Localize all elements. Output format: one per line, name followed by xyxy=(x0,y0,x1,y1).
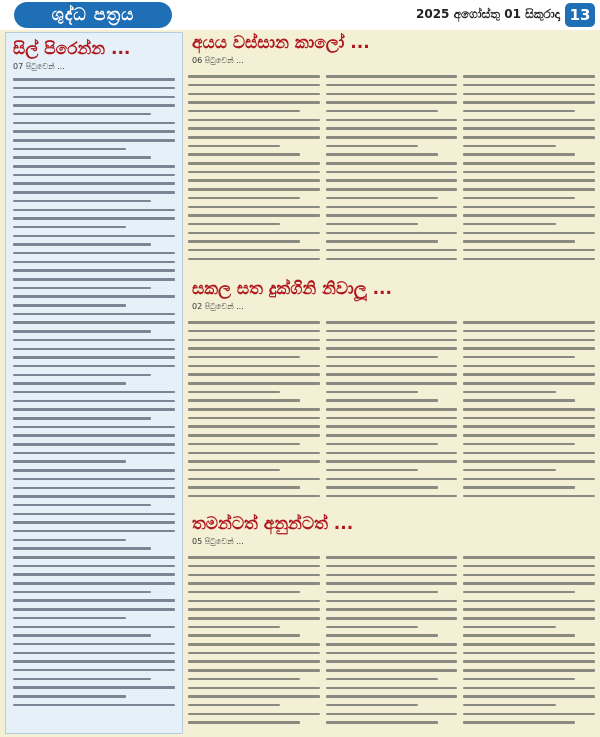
text-line xyxy=(326,626,418,629)
text-line xyxy=(326,574,458,577)
text-line xyxy=(463,478,595,481)
text-column xyxy=(463,69,595,266)
text-line xyxy=(188,713,320,716)
text-line xyxy=(13,348,175,351)
text-line xyxy=(463,495,595,498)
text-line xyxy=(13,295,175,298)
text-line xyxy=(326,330,458,333)
text-line xyxy=(188,486,300,489)
text-line xyxy=(13,556,175,559)
text-line xyxy=(188,321,320,324)
text-line xyxy=(13,495,175,498)
text-line xyxy=(188,110,300,113)
text-line xyxy=(463,460,595,463)
text-line xyxy=(463,565,595,568)
text-line xyxy=(13,235,175,238)
text-line xyxy=(463,600,595,603)
text-line xyxy=(326,391,418,394)
text-line xyxy=(13,391,175,394)
text-line xyxy=(188,582,320,585)
text-line xyxy=(326,249,458,252)
article-middle xyxy=(188,278,595,508)
article-left-heading: සිල් පිරෙන්න ... xyxy=(13,39,131,59)
text-line xyxy=(13,130,175,133)
text-line xyxy=(463,574,595,577)
text-line xyxy=(188,574,320,577)
text-line xyxy=(463,321,595,324)
text-line xyxy=(13,165,175,168)
masthead-logo: ශුද්ධ පත්‍රය xyxy=(14,2,172,28)
text-line xyxy=(326,321,458,324)
text-line xyxy=(13,669,175,672)
text-line xyxy=(326,188,458,191)
text-line xyxy=(463,110,575,113)
text-line xyxy=(13,573,175,576)
text-line xyxy=(13,443,175,446)
text-line xyxy=(188,162,320,165)
text-line xyxy=(463,171,595,174)
article-middle-heading: සකල සත දුක්ගිනි නිවාලූ ... xyxy=(192,279,392,299)
text-line xyxy=(326,713,458,716)
text-line xyxy=(463,339,595,342)
text-line xyxy=(326,145,418,148)
text-line xyxy=(13,504,151,507)
text-line xyxy=(326,565,458,568)
text-line xyxy=(188,695,320,698)
text-line xyxy=(13,539,126,542)
text-line xyxy=(463,347,595,350)
text-line xyxy=(13,382,126,385)
text-line xyxy=(13,104,175,107)
text-line xyxy=(326,214,458,217)
text-line xyxy=(326,179,458,182)
text-line xyxy=(188,608,320,611)
text-line xyxy=(326,110,438,113)
text-line xyxy=(326,197,438,200)
text-line xyxy=(188,119,320,122)
text-line xyxy=(463,75,595,78)
text-line xyxy=(13,209,175,212)
text-line xyxy=(326,478,458,481)
text-line xyxy=(326,127,458,130)
text-line xyxy=(326,678,438,681)
article-top-heading: අයය වස්සාන කාලෝ ... xyxy=(192,33,370,53)
text-line xyxy=(188,687,320,690)
text-line xyxy=(13,547,151,550)
text-line xyxy=(188,240,300,243)
text-line xyxy=(13,156,151,159)
text-column xyxy=(463,550,595,730)
text-line xyxy=(326,373,458,376)
text-line xyxy=(326,101,458,104)
text-line xyxy=(463,425,595,428)
text-line xyxy=(326,162,458,165)
text-line xyxy=(326,600,458,603)
text-line xyxy=(13,252,175,255)
text-column xyxy=(463,315,595,504)
text-line xyxy=(188,660,320,663)
text-line xyxy=(188,75,320,78)
text-line xyxy=(326,695,458,698)
text-line xyxy=(463,704,555,707)
article-bottom-heading: තමන්ටත් අනුන්ටත් ... xyxy=(192,514,354,534)
text-line xyxy=(326,365,458,368)
text-line xyxy=(13,530,175,533)
text-line xyxy=(13,304,126,307)
text-line xyxy=(188,617,320,620)
text-line xyxy=(463,434,595,437)
text-line xyxy=(13,591,151,594)
text-line xyxy=(463,486,575,489)
text-line xyxy=(326,643,458,646)
page-number: 13 xyxy=(565,3,595,27)
text-line xyxy=(188,179,320,182)
text-line xyxy=(13,182,175,185)
text-line xyxy=(188,93,320,96)
text-line xyxy=(463,373,595,376)
text-line xyxy=(463,643,595,646)
text-line xyxy=(326,591,438,594)
text-line xyxy=(188,223,280,226)
text-line xyxy=(13,478,175,481)
text-column xyxy=(188,315,320,504)
text-line xyxy=(13,96,175,99)
text-line xyxy=(326,232,458,235)
text-line xyxy=(188,145,280,148)
text-line xyxy=(463,713,595,716)
text-line xyxy=(13,643,175,646)
text-line xyxy=(13,469,175,472)
text-line xyxy=(13,582,175,585)
text-line xyxy=(188,704,280,707)
text-line xyxy=(13,330,151,333)
text-line xyxy=(13,460,126,463)
text-line xyxy=(188,258,320,261)
text-line xyxy=(188,127,320,130)
text-line xyxy=(13,243,151,246)
text-line xyxy=(188,652,320,655)
text-line xyxy=(188,330,320,333)
text-line xyxy=(13,695,126,698)
text-line xyxy=(13,400,175,403)
text-line xyxy=(463,591,575,594)
text-line xyxy=(188,408,320,411)
article-top xyxy=(188,32,595,275)
text-line xyxy=(188,669,320,672)
text-line xyxy=(188,565,320,568)
text-line xyxy=(326,84,458,87)
text-line xyxy=(188,365,320,368)
text-line xyxy=(463,330,595,333)
text-line xyxy=(326,93,458,96)
text-line xyxy=(188,626,280,629)
text-line xyxy=(326,223,418,226)
text-line xyxy=(13,626,175,629)
text-line xyxy=(188,591,300,594)
text-line xyxy=(188,197,300,200)
text-line xyxy=(326,258,458,261)
text-line xyxy=(188,425,320,428)
text-line xyxy=(463,399,575,402)
text-line xyxy=(13,87,175,90)
text-line xyxy=(188,206,320,209)
issue-date: 2025 අගෝස්තු 01 සිකුරාදා xyxy=(416,7,560,21)
text-column xyxy=(326,315,458,504)
text-line xyxy=(188,556,320,559)
text-line xyxy=(13,365,175,368)
text-line xyxy=(188,153,300,156)
text-line xyxy=(13,634,151,637)
text-line xyxy=(463,660,595,663)
text-line xyxy=(13,374,151,377)
text-line xyxy=(188,643,320,646)
text-line xyxy=(188,382,320,385)
article-bottom-byline: 05 පිටුවෙන් ... xyxy=(192,537,244,546)
text-line xyxy=(326,206,458,209)
text-line xyxy=(463,365,595,368)
text-line xyxy=(13,452,175,455)
text-line xyxy=(13,487,175,490)
text-line xyxy=(13,226,126,229)
text-line xyxy=(326,399,438,402)
text-line xyxy=(463,626,555,629)
text-line xyxy=(463,240,575,243)
text-line xyxy=(188,678,300,681)
article-bottom-body xyxy=(188,550,595,730)
text-line xyxy=(13,287,151,290)
text-line xyxy=(13,174,175,177)
text-line xyxy=(13,278,175,281)
text-line xyxy=(463,93,595,96)
text-line xyxy=(326,460,458,463)
text-line xyxy=(463,452,595,455)
article-middle-body xyxy=(188,315,595,504)
text-line xyxy=(463,417,595,420)
text-line xyxy=(463,206,595,209)
text-line xyxy=(188,478,320,481)
text-line xyxy=(13,434,175,437)
text-line xyxy=(463,408,595,411)
text-line xyxy=(463,223,555,226)
text-line xyxy=(188,249,320,252)
text-line xyxy=(326,469,418,472)
text-line xyxy=(326,136,458,139)
text-line xyxy=(188,460,320,463)
text-line xyxy=(13,678,151,681)
text-line xyxy=(463,669,595,672)
text-line xyxy=(463,687,595,690)
text-line xyxy=(326,408,458,411)
text-line xyxy=(188,373,320,376)
text-line xyxy=(463,197,575,200)
text-line xyxy=(326,495,458,498)
text-line xyxy=(463,695,595,698)
text-line xyxy=(463,127,595,130)
text-line xyxy=(326,171,458,174)
text-line xyxy=(326,669,458,672)
text-line xyxy=(326,652,458,655)
text-line xyxy=(463,232,595,235)
text-line xyxy=(326,704,418,707)
text-line xyxy=(326,721,438,724)
text-line xyxy=(326,443,438,446)
text-line xyxy=(463,145,555,148)
article-top-body xyxy=(188,69,595,266)
text-line xyxy=(463,356,575,359)
text-line xyxy=(13,313,175,316)
text-line xyxy=(463,634,575,637)
text-line xyxy=(13,356,175,359)
text-line xyxy=(13,599,175,602)
text-line xyxy=(188,136,320,139)
text-line xyxy=(463,582,595,585)
text-line xyxy=(326,119,458,122)
text-line xyxy=(13,139,175,142)
text-line xyxy=(13,617,126,620)
text-line xyxy=(463,382,595,385)
text-line xyxy=(463,652,595,655)
text-line xyxy=(188,356,300,359)
text-line xyxy=(188,452,320,455)
text-line xyxy=(13,78,175,81)
article-left xyxy=(5,32,183,734)
text-line xyxy=(463,391,555,394)
text-line xyxy=(188,600,320,603)
text-line xyxy=(463,162,595,165)
text-line xyxy=(188,347,320,350)
text-line xyxy=(463,469,555,472)
text-line xyxy=(326,339,458,342)
text-line xyxy=(463,101,595,104)
text-line xyxy=(326,356,438,359)
text-line xyxy=(13,217,175,220)
article-middle-byline: 02 පිටුවෙන් ... xyxy=(192,302,244,311)
text-line xyxy=(188,188,320,191)
text-line xyxy=(13,269,175,272)
text-line xyxy=(463,214,595,217)
text-line xyxy=(326,347,458,350)
text-line xyxy=(13,122,175,125)
text-line xyxy=(463,153,575,156)
text-line xyxy=(188,417,320,420)
text-line xyxy=(326,486,438,489)
text-line xyxy=(13,408,175,411)
text-line xyxy=(188,434,320,437)
text-line xyxy=(188,171,320,174)
text-line xyxy=(13,339,175,342)
text-line xyxy=(326,382,458,385)
article-bottom xyxy=(188,513,595,733)
article-left-byline: 07 පිටුවෙන් ... xyxy=(13,62,65,71)
text-line xyxy=(463,119,595,122)
text-line xyxy=(326,660,458,663)
text-line xyxy=(326,608,458,611)
text-line xyxy=(13,148,126,151)
text-line xyxy=(463,249,595,252)
text-line xyxy=(326,434,458,437)
text-column xyxy=(326,69,458,266)
text-line xyxy=(188,721,300,724)
text-line xyxy=(326,75,458,78)
text-line xyxy=(463,84,595,87)
text-line xyxy=(463,721,575,724)
text-line xyxy=(13,113,151,116)
text-line xyxy=(326,687,458,690)
text-column xyxy=(188,69,320,266)
text-line xyxy=(13,652,175,655)
text-line xyxy=(188,232,320,235)
text-column xyxy=(188,550,320,730)
text-column xyxy=(326,550,458,730)
text-line xyxy=(13,608,175,611)
text-line xyxy=(13,660,175,663)
text-line xyxy=(13,513,175,516)
text-line xyxy=(326,240,438,243)
text-line xyxy=(326,417,458,420)
text-line xyxy=(326,153,438,156)
text-line xyxy=(326,556,458,559)
text-line xyxy=(463,136,595,139)
text-line xyxy=(188,495,320,498)
text-line xyxy=(188,101,320,104)
text-line xyxy=(326,425,458,428)
text-line xyxy=(13,321,175,324)
text-line xyxy=(13,426,175,429)
text-line xyxy=(326,582,458,585)
text-line xyxy=(463,179,595,182)
text-line xyxy=(13,521,175,524)
text-line xyxy=(13,686,175,689)
text-line xyxy=(463,258,595,261)
text-line xyxy=(463,556,595,559)
text-line xyxy=(188,391,280,394)
text-line xyxy=(463,617,595,620)
article-left-body xyxy=(13,78,175,706)
text-line xyxy=(188,339,320,342)
text-line xyxy=(188,214,320,217)
text-line xyxy=(13,565,175,568)
text-line xyxy=(463,608,595,611)
text-line xyxy=(188,443,300,446)
text-line xyxy=(13,191,175,194)
text-line xyxy=(326,617,458,620)
text-line xyxy=(13,704,175,707)
text-line xyxy=(326,634,438,637)
text-line xyxy=(326,452,458,455)
article-top-byline: 06 පිටුවෙන් ... xyxy=(192,56,244,65)
text-line xyxy=(13,417,151,420)
text-line xyxy=(13,200,151,203)
text-line xyxy=(463,443,575,446)
text-line xyxy=(188,84,320,87)
page-header xyxy=(0,0,600,30)
text-line xyxy=(188,399,300,402)
text-line xyxy=(13,261,175,264)
text-line xyxy=(188,634,300,637)
text-line xyxy=(463,188,595,191)
text-line xyxy=(463,678,575,681)
text-line xyxy=(188,469,280,472)
